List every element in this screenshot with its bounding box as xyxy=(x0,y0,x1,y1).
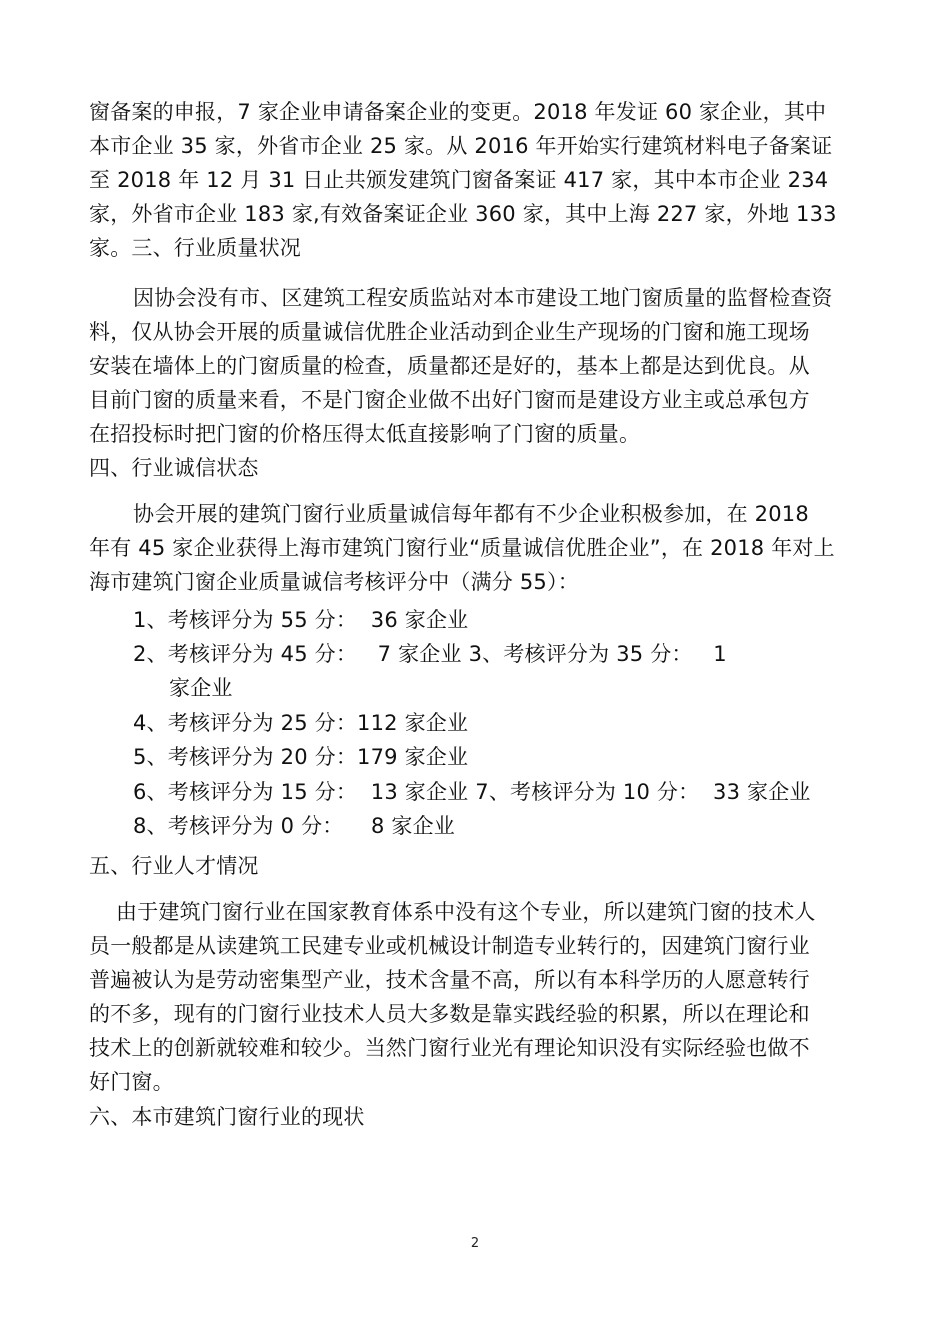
score-list-item: 1、考核评分为 55 分： 36 家企业 xyxy=(133,608,469,632)
paragraph-line: 由于建筑门窗行业在国家教育体系中没有这个专业，所以建筑门窗的技术人 xyxy=(116,900,816,924)
score-list-item-continuation: 家企业 xyxy=(169,676,233,700)
paragraph-line: 因协会没有市、区建筑工程安质监站对本市建设工地门窗质量的监督检查资 xyxy=(133,286,833,310)
score-list-item: 5、考核评分为 20 分：179 家企业 xyxy=(133,745,469,769)
paragraph-line: 家，外省市企业 183 家,有效备案证企业 360 家，其中上海 227 家，外地 133 xyxy=(89,202,837,226)
section-heading-status: 六、本市建筑门窗行业的现状 xyxy=(89,1105,365,1129)
paragraph-line: 年有 45 家企业获得上海市建筑门窗行业“质量诚信优胜企业”，在 2018 年对上 xyxy=(89,536,835,560)
section-heading-integrity: 四、行业诚信状态 xyxy=(89,456,259,480)
paragraph-line: 员一般都是从读建筑工民建专业或机械设计制造专业转行的，因建筑门窗行业 xyxy=(89,934,810,958)
paragraph-line: 安装在墙体上的门窗质量的检查，质量都还是好的，基本上都是达到优良。从 xyxy=(89,354,810,378)
paragraph-line: 普遍被认为是劳动密集型产业，技术含量不高，所以有本科学历的人愿意转行 xyxy=(89,968,810,992)
paragraph-line: 本市企业 35 家，外省市企业 25 家。从 2016 年开始实行建筑材料电子备案证 xyxy=(89,134,833,158)
paragraph-line: 至 2018 年 12 月 31 日止共颁发建筑门窗备案证 417 家，其中本市企业 234 xyxy=(89,168,829,192)
paragraph-line: 目前门窗的质量来看，不是门窗企业做不出好门窗而是建设方业主或总承包方 xyxy=(89,388,810,412)
paragraph-line: 的不多，现有的门窗行业技术人员大多数是靠实践经验的积累，所以在理论和 xyxy=(89,1002,810,1026)
paragraph-line: 料，仅从协会开展的质量诚信优胜企业活动到企业生产现场的门窗和施工现场 xyxy=(89,320,810,344)
page-number: 2 xyxy=(470,1236,480,1251)
score-list-item: 6、考核评分为 15 分： 13 家企业 7、考核评分为 10 分： 33 家企业 xyxy=(133,780,811,804)
paragraph-line: 海市建筑门窗企业质量诚信考核评分中（满分 55）： xyxy=(89,570,579,594)
score-list-item: 4、考核评分为 25 分：112 家企业 xyxy=(133,711,469,735)
section-heading-talent: 五、行业人才情况 xyxy=(89,854,259,878)
paragraph-line: 好门窗。 xyxy=(89,1070,174,1094)
score-list-item: 8、考核评分为 0 分： 8 家企业 xyxy=(133,814,456,838)
section-heading-quality: 家。三、行业质量状况 xyxy=(89,236,301,260)
paragraph-line: 协会开展的建筑门窗行业质量诚信每年都有不少企业积极参加，在 2018 xyxy=(133,502,809,526)
paragraph-line: 窗备案的申报，7 家企业申请备案企业的变更。2018 年发证 60 家企业，其中 xyxy=(89,100,827,124)
paragraph-line: 在招投标时把门窗的价格压得太低直接影响了门窗的质量。 xyxy=(89,422,641,446)
paragraph-line: 技术上的创新就较难和较少。当然门窗行业光有理论知识没有实际经验也做不 xyxy=(89,1036,810,1060)
score-list-item: 2、考核评分为 45 分： 7 家企业 3、考核评分为 35 分： 1 xyxy=(133,642,727,666)
